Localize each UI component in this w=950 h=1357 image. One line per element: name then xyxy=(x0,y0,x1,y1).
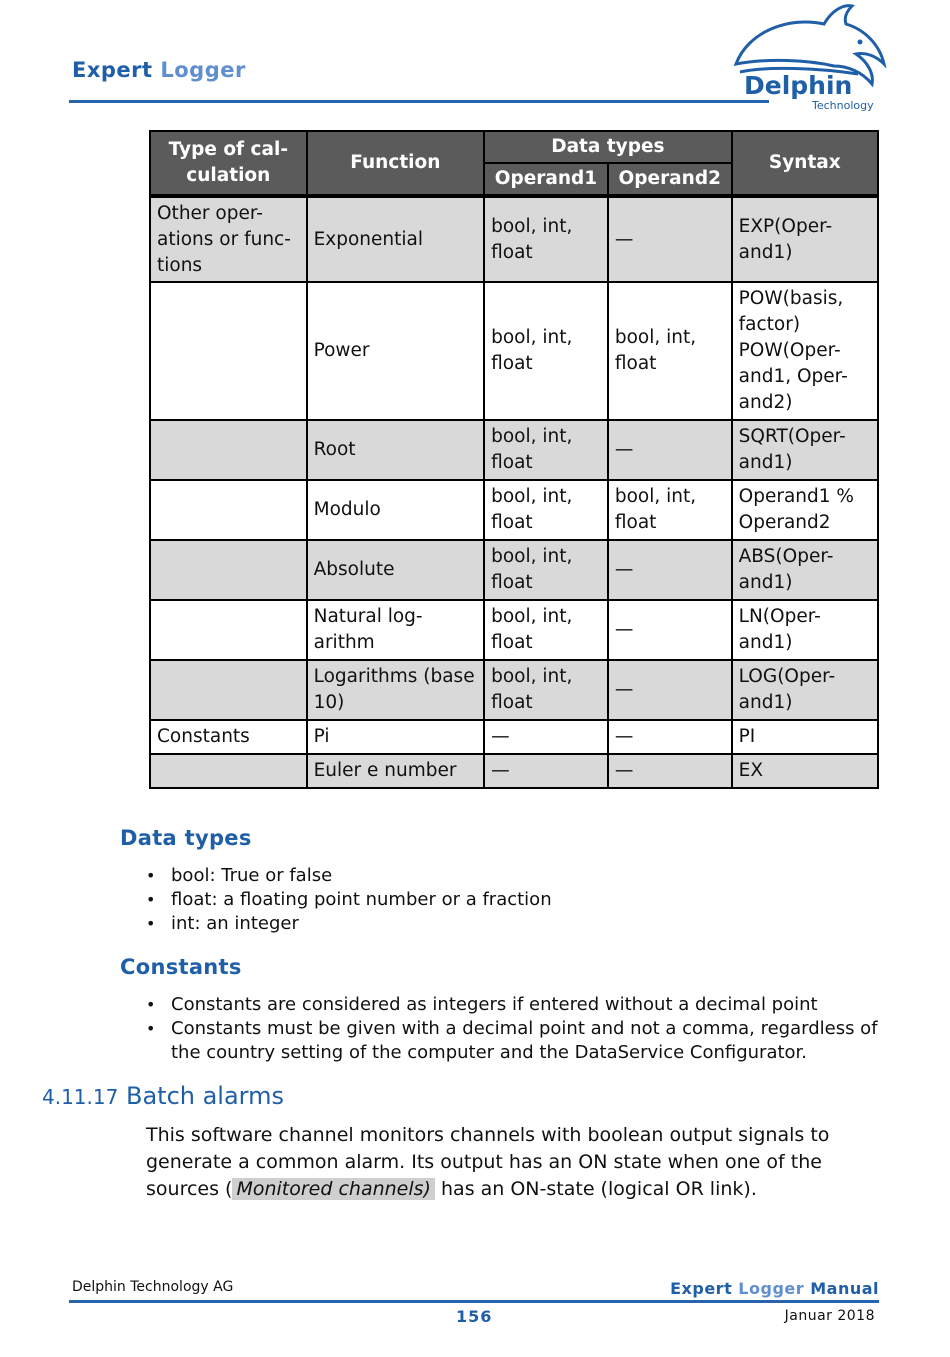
table-row xyxy=(150,480,878,540)
cell-type xyxy=(150,480,307,540)
cell-function: Power xyxy=(307,282,484,420)
header-function: Function xyxy=(307,131,484,196)
cell-operand1: — xyxy=(484,720,608,754)
header-syntax: Syntax xyxy=(732,131,878,196)
header-data-types: Data types xyxy=(484,131,732,163)
table-row xyxy=(150,282,878,420)
cell-operand2: — xyxy=(608,660,732,720)
list-item: • Constants must be given with a decimal point and not a comma, regardless of the country setting of the computer and the DataService Configurator. xyxy=(146,1017,886,1065)
footer-manual-part2: Logger xyxy=(738,1279,805,1298)
paragraph-text-end: has an ON-state (logical OR link). xyxy=(434,1178,757,1200)
cell-operand1: bool, int, float xyxy=(484,540,608,600)
cell-type: Other oper- ations or func- tions xyxy=(150,196,307,282)
cell-type xyxy=(150,754,307,788)
cell-operand1: bool, int, float xyxy=(484,600,608,660)
constants-heading: Constants xyxy=(120,955,242,979)
footer-manual-title xyxy=(670,1279,879,1298)
table-row xyxy=(150,720,878,754)
data-types-heading: Data types xyxy=(120,826,252,850)
table-row xyxy=(150,754,878,788)
cell-operand2: bool, int, float xyxy=(608,282,732,420)
section-title: Batch alarms xyxy=(125,1082,285,1110)
table-row xyxy=(150,420,878,480)
cell-operand2: — xyxy=(608,420,732,480)
header-operand2: Operand2 xyxy=(608,163,732,196)
list-item: • float: a floating point number or a fraction xyxy=(146,888,866,912)
constants-list xyxy=(146,993,886,1065)
cell-syntax: POW(basis, factor) POW(Oper- and1, Oper- and2) xyxy=(732,282,878,420)
cell-operand2: — xyxy=(608,720,732,754)
cell-syntax: EXP(Oper- and1) xyxy=(732,196,878,282)
cell-operand2: bool, int, float xyxy=(608,480,732,540)
footer-manual-part1: Expert xyxy=(670,1279,733,1298)
cell-type xyxy=(150,540,307,600)
list-item: • Constants are considered as integers if entered without a decimal point xyxy=(146,993,886,1017)
footer-manual-part3: Manual xyxy=(810,1279,879,1298)
page-header-title xyxy=(72,58,246,82)
monitored-channels-link[interactable]: Monitored channels) xyxy=(232,1178,435,1200)
cell-operand1: bool, int, float xyxy=(484,660,608,720)
cell-syntax: Operand1 % Operand2 xyxy=(732,480,878,540)
table-row xyxy=(150,600,878,660)
cell-function: Exponential xyxy=(307,196,484,282)
table-row xyxy=(150,660,878,720)
header-type: Type of cal- culation xyxy=(150,131,307,196)
cell-operand1: bool, int, float xyxy=(484,420,608,480)
table-row xyxy=(150,540,878,600)
cell-operand1: — xyxy=(484,754,608,788)
cell-function: Root xyxy=(307,420,484,480)
cell-type xyxy=(150,282,307,420)
page-number: 156 xyxy=(456,1307,493,1326)
cell-function: Euler e number xyxy=(307,754,484,788)
footer-company: Delphin Technology AG xyxy=(72,1279,234,1295)
cell-syntax: EX xyxy=(732,754,878,788)
cell-function: Pi xyxy=(307,720,484,754)
cell-syntax: LN(Oper- and1) xyxy=(732,600,878,660)
header-title-part2: Logger xyxy=(160,58,246,82)
cell-operand2: — xyxy=(608,540,732,600)
cell-function: Logarithms (base 10) xyxy=(307,660,484,720)
logo-brand-text: Delphin xyxy=(744,71,853,100)
cell-operand1: bool, int, float xyxy=(484,196,608,282)
cell-operand1: bool, int, float xyxy=(484,282,608,420)
cell-operand2: — xyxy=(608,754,732,788)
cell-type xyxy=(150,420,307,480)
cell-operand1: bool, int, float xyxy=(484,480,608,540)
data-types-list xyxy=(146,864,866,936)
cell-type xyxy=(150,660,307,720)
footer-date: Januar 2018 xyxy=(784,1308,875,1324)
cell-syntax: LOG(Oper- and1) xyxy=(732,660,878,720)
delphin-logo xyxy=(728,2,888,112)
cell-operand2: — xyxy=(608,196,732,282)
list-item: • bool: True or false xyxy=(146,864,866,888)
calculation-table xyxy=(149,130,879,789)
section-heading xyxy=(42,1082,284,1110)
table-row xyxy=(150,196,878,282)
cell-syntax: ABS(Oper- and1) xyxy=(732,540,878,600)
cell-operand2: — xyxy=(608,600,732,660)
section-number: 4.11.17 xyxy=(42,1085,119,1109)
footer-divider xyxy=(69,1300,879,1303)
logo-sub-text: Technology xyxy=(812,99,874,112)
header-title-part1: Expert xyxy=(72,58,153,82)
paragraph-text: This software channel monitors channels with boolean output signals to generate a common alarm. Its output has an ON state when one of the sources ( xyxy=(146,1124,830,1200)
cell-function: Absolute xyxy=(307,540,484,600)
cell-syntax: SQRT(Oper- and1) xyxy=(732,420,878,480)
cell-syntax: PI xyxy=(732,720,878,754)
header-divider xyxy=(69,100,769,103)
cell-type: Constants xyxy=(150,720,307,754)
cell-type xyxy=(150,600,307,660)
header-operand1: Operand1 xyxy=(484,163,608,196)
cell-function: Natural log- arithm xyxy=(307,600,484,660)
batch-alarms-paragraph xyxy=(146,1122,866,1203)
list-item: • int: an integer xyxy=(146,912,866,936)
cell-function: Modulo xyxy=(307,480,484,540)
